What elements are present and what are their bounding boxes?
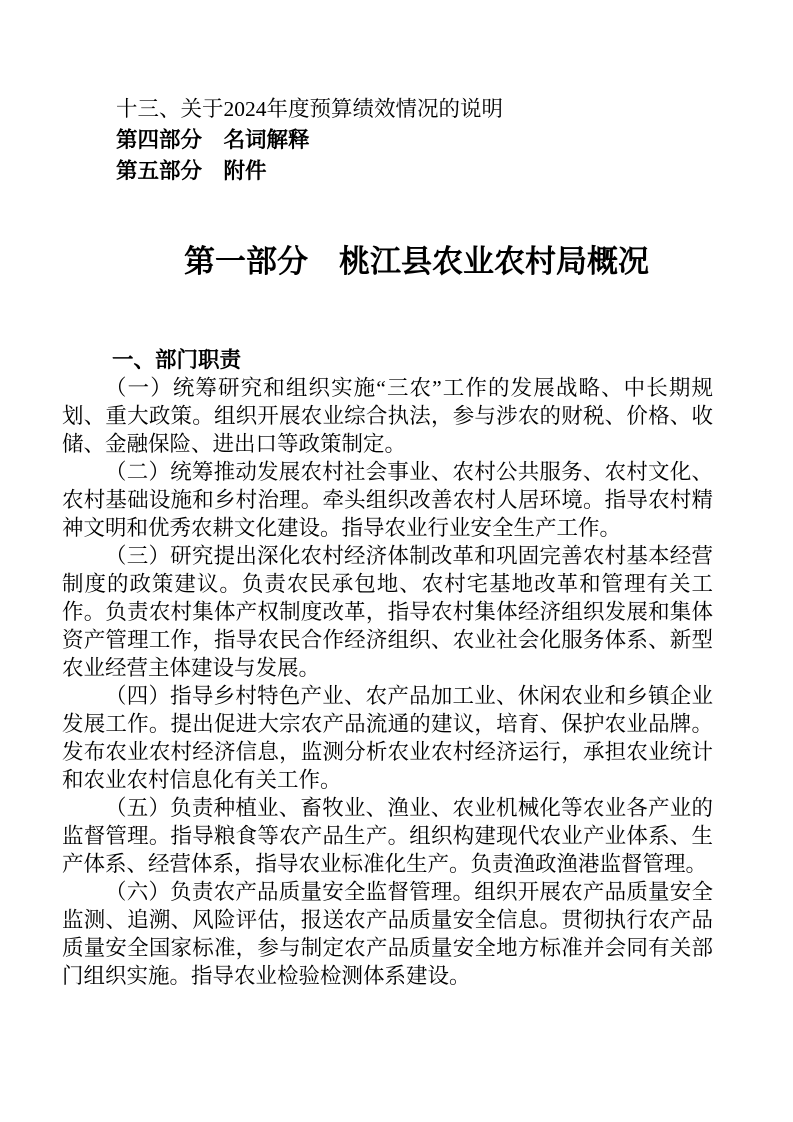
part1-title: 第一部分 桃江县农业农村局概况 [184, 244, 649, 279]
paragraph-duty-1: （一）统筹研究和组织实施“三农”工作的发展战略、中长期规划、重大政策。组织开展农业综合执法，参与涉农的财税、价格、收储、金融保险、进出口等政策制定。 [62, 376, 713, 456]
paragraph-duty-4: （四）指导乡村特色产业、农产品加工业、休闲农业和乡镇企业发展工作。提出促进大宗农产品流通的建议，培育、保护农业品牌。发布农业农村经济信息，监测分析农业农村经济运行，承担农业统计和农业农村信息化有关工作。 [62, 684, 713, 792]
toc-line-part5: 第五部分 附件 [116, 159, 267, 183]
paragraph-duty-2: （二）统筹推动发展农村社会事业、农村公共服务、农村文化、农村基础设施和乡村治理。牵头组织改善农村人居环境。指导农村精神文明和优秀农耕文化建设。指导农业行业安全生产工作。 [62, 460, 713, 540]
toc-block [62, 94, 713, 187]
paragraph-duty-3: （三）研究提出深化农村经济体制改革和巩固完善农村基本经营制度的政策建议。负责农民承包地、农村宅基地改革和管理有关工作。负责农村集体产权制度改革，指导农村集体经济组织发展和集体资产管理工作，指导农民合作经济组织、农业社会化服务体系、新型农业经营主体建设与发展。 [62, 544, 713, 680]
paragraph-duty-6: （六）负责农产品质量安全监督管理。组织开展农产品质量安全监测、追溯、风险评估，报送农产品质量安全信息。贯彻执行农产品质量安全国家标准，参与制定农产品质量安全地方标准并会同有关部门组织实施。指导农业检验检测体系建设。 [62, 880, 713, 988]
toc-line-part4: 第四部分 名词解释 [116, 128, 310, 152]
toc-line-13: 十三、关于2024年度预算绩效情况的说明 [116, 97, 504, 121]
section-heading-duties: 一、部门职责 [112, 348, 242, 372]
body-block [62, 346, 713, 990]
paragraph-duty-5: （五）负责种植业、畜牧业、渔业、农业机械化等农业各产业的监督管理。指导粮食等农产品生产。组织构建现代农业产业体系、生产体系、经营体系，指导农业标准化生产。负责渔政渔港监督管理。 [62, 796, 713, 876]
